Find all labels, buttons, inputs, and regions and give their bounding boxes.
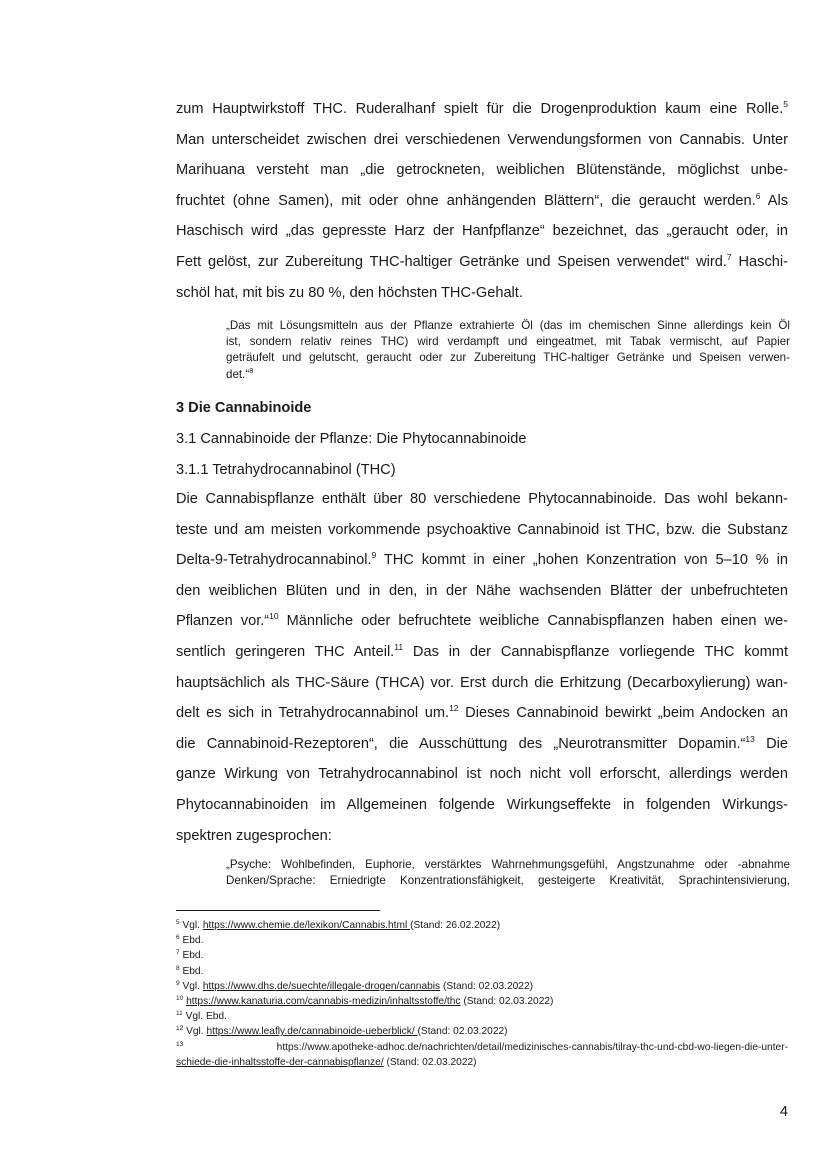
section-heading: 3 Die Cannabinoide bbox=[176, 400, 312, 416]
footnote-separator bbox=[176, 910, 380, 911]
subsubsection-heading: 3.1.1 Tetrahydrocannabinol (THC) bbox=[176, 462, 396, 478]
quote-line: geträufelt und gelutscht, geraucht oder zur Zubereitung THC-haltiger Getränke und Speisen verwen- bbox=[226, 351, 790, 365]
footnote-link[interactable]: https://www.kanaturia.com/cannabis-medizin/inhaltsstoffe/thc bbox=[186, 996, 461, 1008]
footnote: $^{10}$ https://www.kanaturia.com/cannabis-medizin/inhaltsstoffe/thc (Stand: 02.03.2022) bbox=[176, 995, 554, 1008]
subsection-heading: 3.1 Cannabinoide der Pflanze: Die Phytocannabinoide bbox=[176, 431, 527, 447]
footnote: $^9$ Vgl. https://www.dhs.de/suechte/illegale-drogen/cannabis (Stand: 02.03.2022) bbox=[176, 979, 534, 992]
footnote-continuation: schiede-die-inhaltsstoffe-der-cannabispflanze/ (Stand: 02.03.2022) bbox=[176, 1056, 477, 1068]
text-line: die Cannabinoid-Rezeptoren“, die Ausschüttung des „Neurotransmitter Dopamin.“$^{13}$ Die bbox=[176, 733, 788, 752]
text-line: delt es sich in Tetrahydrocannabinol um.$^{12}$ Dieses Cannabinoid bewirkt „beim Andocken an bbox=[176, 703, 788, 722]
text-line: Man unterscheidet zwischen drei verschiedenen Verwendungsformen von Cannabis. Unter bbox=[176, 131, 788, 148]
text-line: Pflanzen vor.“$^{10}$ Männliche oder befruchtete weibliche Cannabispflanzen haben einen we- bbox=[176, 611, 788, 630]
text-line: teste und am meisten vorkommende psychoaktive Cannabinoid ist THC, bzw. die Substanz bbox=[176, 521, 788, 538]
paragraph-thc bbox=[176, 484, 788, 851]
footnote-ref: 12 bbox=[449, 703, 459, 714]
text-line: Die Cannabispflanze enthält über 80 verschiedene Phytocannabinoide. Das wohl bekann- bbox=[176, 491, 788, 507]
footnote-ref: 5 bbox=[783, 99, 788, 109]
footnote-ref: 13 bbox=[745, 733, 755, 744]
text-line: sentlich geringeren THC Anteil.$^{11}$ Das in der Cannabispflanze vorliegende THC kommt bbox=[176, 641, 788, 660]
text-line: Delta-9-Tetrahydrocannabinol.$^9$ THC kommt in einer „hohen Konzentration von 5–10 % in bbox=[176, 550, 788, 569]
footnote-link[interactable]: https://www.chemie.de/lexikon/Cannabis.html bbox=[202, 920, 411, 931]
text-line: Marihuana versteht man „die getrockneten, weiblichen Blütenstände, möglichst unbe- bbox=[176, 162, 788, 179]
footnote: $^5$ Vgl. https://www.chemie.de/lexikon/Cannabis.html (Stand: 26.02.2022) bbox=[176, 919, 501, 931]
text-line: Fett gelöst, zur Zubereitung THC-haltiger Getränke und Speisen verwendet“ wird.$^7$ Haschi- bbox=[176, 251, 788, 270]
text-line: den weiblichen Blüten und in den, in der Nähe wachsenden Blätter der unbefruchteten bbox=[176, 582, 788, 599]
footnote-ref: 10 bbox=[269, 611, 279, 622]
footnote-ref: 7 bbox=[726, 251, 732, 262]
block-quote-oil bbox=[226, 318, 790, 383]
text-line: fruchtet (ohne Samen), mit oder ohne anhängenden Blättern“, die geraucht werden.$^6$ Als bbox=[176, 190, 788, 209]
text-line: zum Hauptwirkstoff THC. Ruderalhanf spielt für die Drogenproduktion kaum eine Rolle.$^5$ bbox=[176, 99, 788, 117]
quote-line: „Psyche: Wohlbefinden, Euphorie, verstärktes Wahrnehmungsgefühl, Angstzunahme oder -abnahme bbox=[226, 858, 790, 871]
footnote: $^{11}$ Vgl. Ebd. bbox=[176, 1010, 227, 1023]
footnote-link[interactable]: schiede-die-inhaltsstoffe-der-cannabispflanze/ bbox=[176, 1056, 384, 1068]
text-line: Haschisch wird „das gepresste Harz der Hanfpflanze“ bezeichnet, das „geraucht oder, in bbox=[176, 223, 788, 240]
footnote: $^{12}$ Vgl. https://www.leafly.de/cannabinoide-ueberblick/ (Stand: 02.03.2022) bbox=[176, 1025, 508, 1038]
block-quote-effects bbox=[226, 857, 790, 889]
footnote: $^6$ Ebd. bbox=[176, 934, 204, 947]
footnote-link[interactable]: https://www.dhs.de/suechte/illegale-drogen/cannabis bbox=[202, 980, 441, 992]
text-line: schöl hat, mit bis zu 80 %, den höchsten THC-Gehalt. bbox=[176, 284, 523, 301]
footnote-ref: 6 bbox=[755, 190, 761, 201]
footnote-ref: 9 bbox=[371, 550, 377, 561]
quote-line: det.“$^8$ bbox=[226, 366, 254, 381]
footnote: $^8$ Ebd. bbox=[176, 964, 204, 977]
footnote: $^7$ Ebd. bbox=[176, 949, 204, 962]
quote-line: ist, sondern relativ reines THC) wird verdampft und eingeatmet, mit Tabak vermischt, auf Papier bbox=[226, 335, 790, 349]
footnote: $^{13}$ https://www.apotheke-adhoc.de/nachrichten/detail/medizinisches-cannabis/tilray-thc-und-cbd-wo-liegen-die-unter- bbox=[176, 1040, 788, 1053]
text-line: Phytocannabinoiden im Allgemeinen folgende Wirkungseffekte in folgenden Wirkungs- bbox=[176, 796, 788, 813]
footnote-link[interactable]: https://www.apotheke-adhoc.de/nachrichten/detail/medizinisches-cannabis/tilray-thc-und-cbd-wo-liegen-die-unter- bbox=[276, 1041, 788, 1053]
quote-line: Denken/Sprache: Erniedrigte Konzentrationsfähigkeit, gesteigerte Kreativität, Sprachintensivierung, bbox=[226, 874, 790, 888]
paragraph-cannabis-forms bbox=[176, 94, 788, 308]
footnote-ref: 11 bbox=[394, 641, 404, 652]
footnote-link[interactable]: https://www.leafly.de/cannabinoide-ueberblick/ bbox=[206, 1026, 418, 1038]
footnotes bbox=[176, 918, 788, 1070]
page-number: 4 bbox=[779, 1104, 788, 1120]
footnote-ref: 8 bbox=[249, 366, 254, 375]
text-line: ganze Wirkung von Tetrahydrocannabinol ist noch nicht voll erforscht, allerdings werden bbox=[176, 766, 788, 783]
text-line: hauptsächlich als THC-Säure (THCA) vor. Erst durch die Erhitzung (Decarboxylierung) wan- bbox=[176, 674, 788, 691]
text-line: spektren zugesprochen: bbox=[176, 827, 332, 844]
quote-line: „Das mit Lösungsmitteln aus der Pflanze extrahierte Öl (das im chemischen Sinne allerdings kein Öl bbox=[226, 319, 790, 332]
